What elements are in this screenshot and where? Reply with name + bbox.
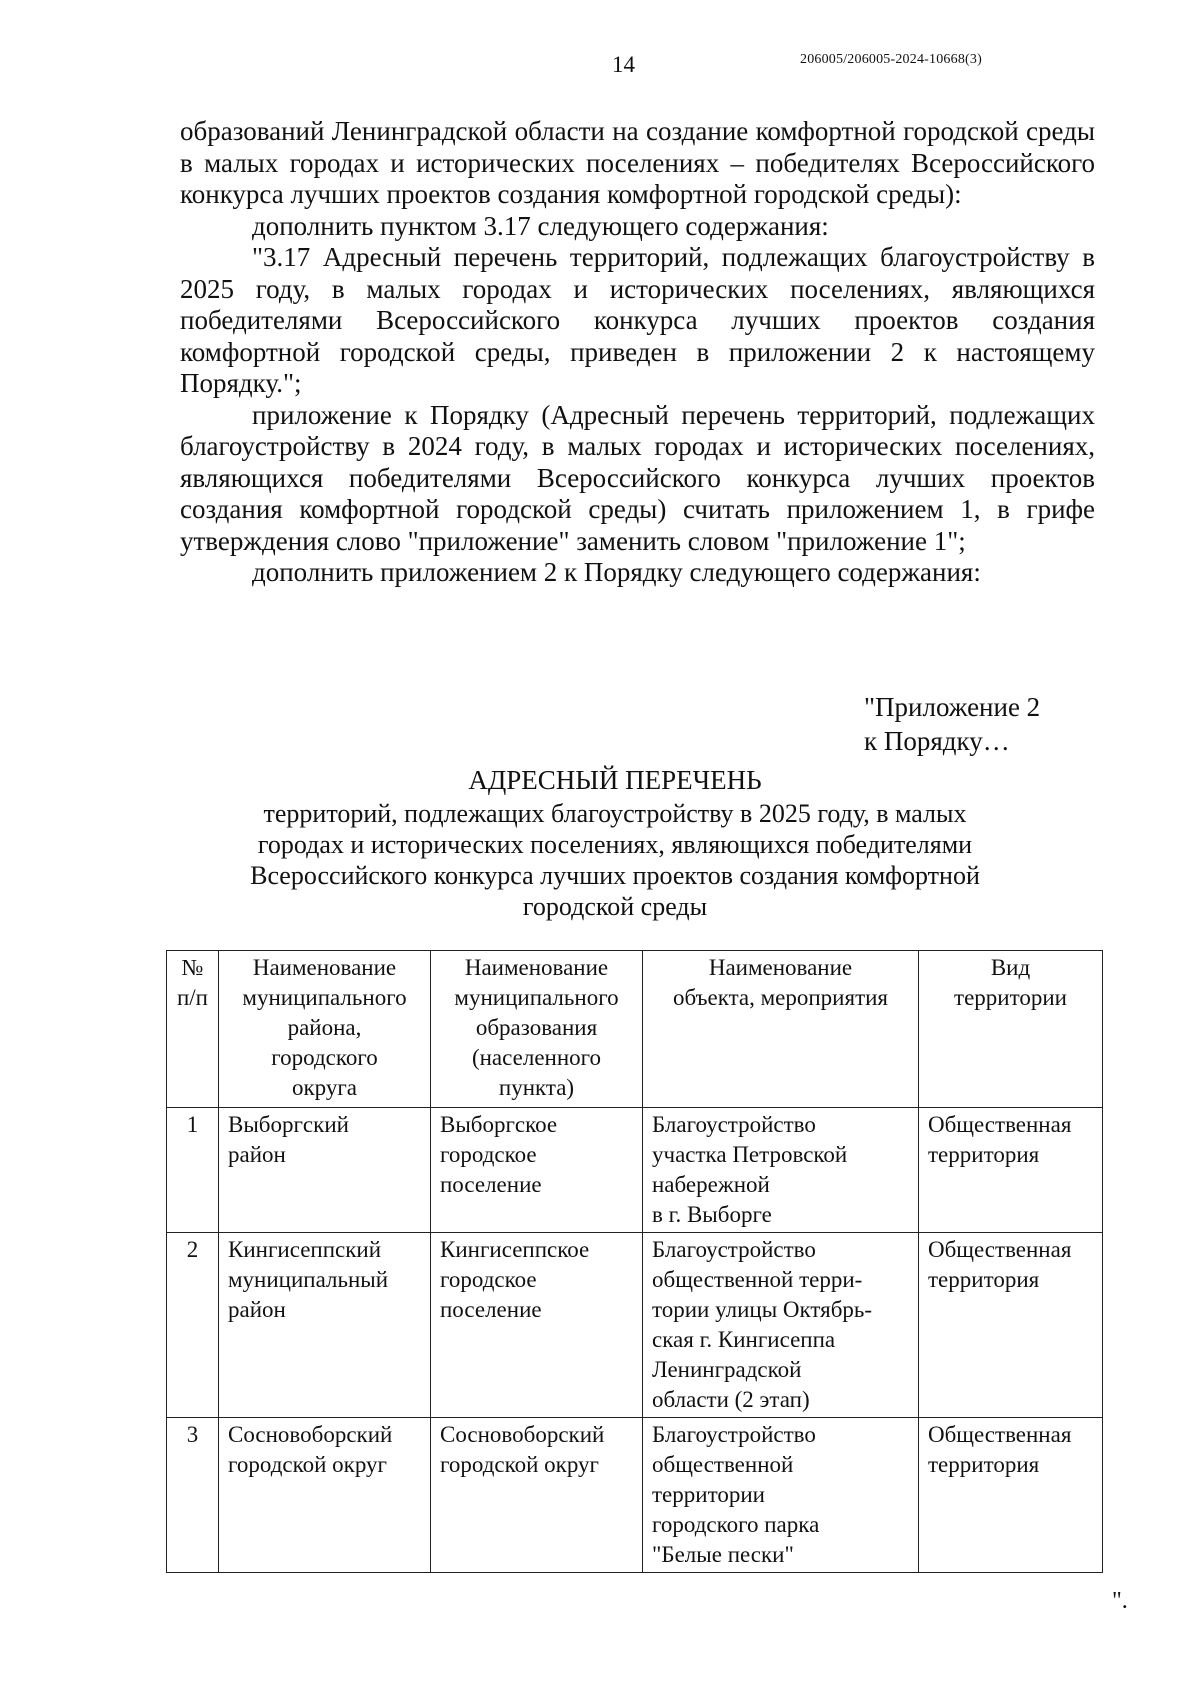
cell-number: 1 <box>167 1108 219 1233</box>
list-subtitle-line: городской среды <box>522 892 708 921</box>
page-number: 14 <box>612 52 635 77</box>
cell-municipality: Кингисеппское городское поселение <box>431 1233 643 1418</box>
paragraph-rename-appendix: приложение к Порядку (Адресный перечень территорий, подлежащих благоустройству в 2024 году, в малых городах и исторических поселениях, являющихся победителями Всероссийского конкурса лучших проектов создания комфортной городской среды) считать приложением 1, в грифе утверждения слово "приложение" заменить словом "приложение 1"; <box>180 399 1095 556</box>
table-header-row <box>167 951 1103 1108</box>
cell-territory-type: Общественная территория <box>919 1233 1103 1418</box>
cell-object: Благоустройство общественной терри- тории улицы Октябрь- ская г. Кингисеппа Ленинградской области (2 этап) <box>643 1233 919 1418</box>
body-text <box>180 116 1095 589</box>
closing-quote: ". <box>1112 1588 1128 1614</box>
table-row <box>167 1418 1103 1573</box>
cell-district: Выборгский район <box>219 1108 431 1233</box>
appendix-ref-line: "Приложение 2 <box>864 692 1041 722</box>
list-subtitle-line: Всероссийского конкурса лучших проектов создания комфортной <box>250 861 980 890</box>
cell-object: Благоустройство участка Петровской набережной в г. Выборге <box>643 1108 919 1233</box>
document-code: 206005/206005-2024-10668(3) <box>800 52 982 67</box>
list-title <box>170 765 1060 922</box>
table-row <box>167 1233 1103 1418</box>
cell-object: Благоустройство общественной территории городского парка "Белые пески" <box>643 1418 919 1573</box>
cell-district: Кингисеппский муниципальный район <box>219 1233 431 1418</box>
paragraph-continuation: образований Ленинградской области на создание комфортной городской среды в малых городах и исторических поселениях – победителях Всероссийского конкурса лучших проектов создания комфортной городской среды): <box>180 116 1095 209</box>
header-district: Наименование муниципального района, городского округа <box>219 951 431 1108</box>
list-subtitle-line: городах и исторических поселениях, являющихся победителями <box>257 830 973 859</box>
cell-number: 2 <box>167 1233 219 1418</box>
appendix-ref-line: к Порядку… <box>864 726 1010 756</box>
paragraph-clause-3-17: "3.17 Адресный перечень территорий, подлежащих благоустройству в 2025 году, в малых городах и исторических поселениях, являющихся победителями Всероссийского конкурса лучших проектов создания комфортной городской среды, приведен в приложении 2 к настоящему Порядку."; <box>180 242 1095 398</box>
cell-district: Сосновоборский городской округ <box>219 1418 431 1573</box>
cell-number: 3 <box>167 1418 219 1573</box>
header-number: № п/п <box>167 951 219 1108</box>
paragraph-add-appendix: дополнить приложением 2 к Порядку следующего содержания: <box>252 557 981 587</box>
paragraph-add-clause: дополнить пунктом 3.17 следующего содержания: <box>252 210 829 241</box>
table-row <box>167 1108 1103 1233</box>
header-municipality: Наименование муниципального образования (населенного пункта) <box>431 951 643 1108</box>
cell-territory-type: Общественная территория <box>919 1108 1103 1233</box>
header-territory-type: Вид территории <box>919 951 1103 1108</box>
cell-municipality: Выборгское городское поселение <box>431 1108 643 1233</box>
list-heading: АДРЕСНЫЙ ПЕРЕЧЕНЬ <box>468 765 762 795</box>
cell-municipality: Сосновоборский городской округ <box>431 1418 643 1573</box>
cell-territory-type: Общественная территория <box>919 1418 1103 1573</box>
list-subtitle-line: территорий, подлежащих благоустройству в 2025 году, в малых <box>263 799 967 828</box>
address-table <box>166 950 1103 1573</box>
appendix-reference <box>864 690 1040 758</box>
header-object: Наименование объекта, мероприятия <box>643 951 919 1108</box>
